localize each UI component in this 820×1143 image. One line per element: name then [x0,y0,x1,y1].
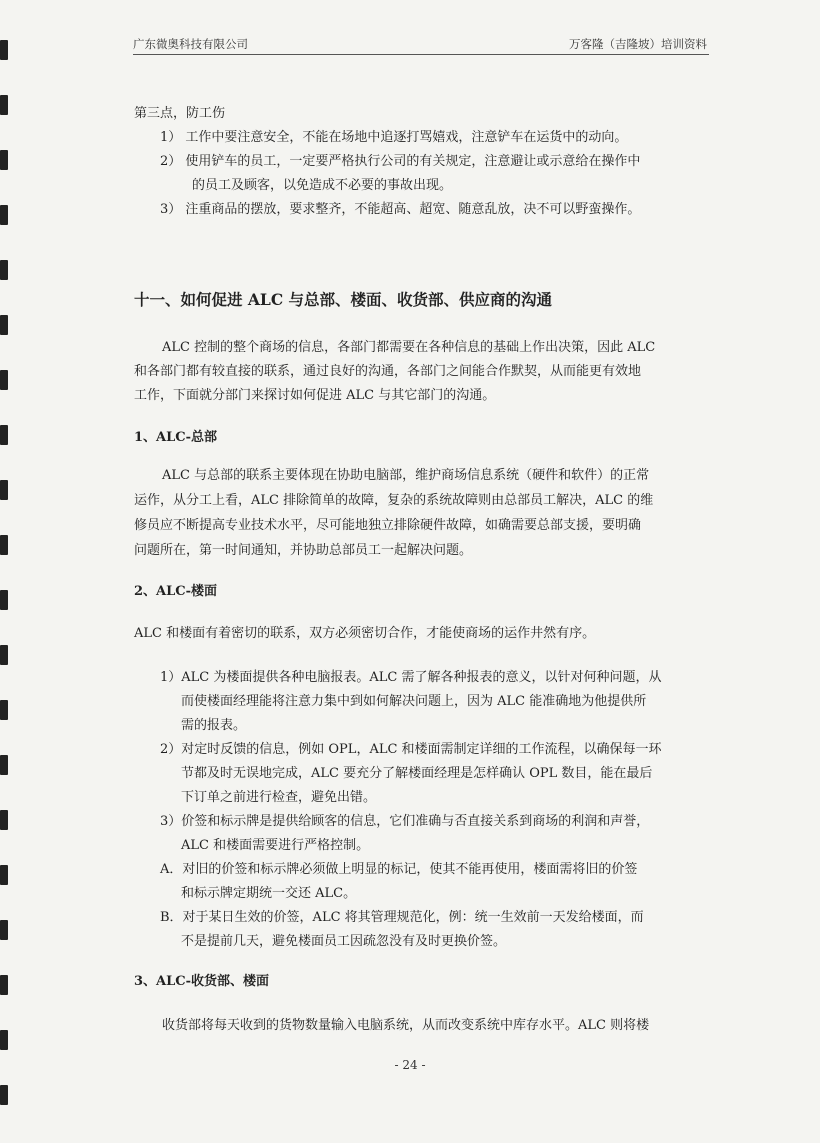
part2-itemA-line2: 和标示牌定期统一交还 ALC。 [181,886,357,901]
part2-itemA-line1: A．对旧的价签和标示牌必须做上明显的标记，使其不能再使用，楼面需将旧的价签 [160,862,638,877]
part3-line1: 收货部将每天收到的货物数量输入电脑系统，从而改变系统中库存水平。ALC 则将楼 [162,1018,650,1033]
part3-heading: 3、ALC-收货部、楼面 [134,974,270,989]
part2-item1-line3: 需的报表。 [181,718,247,733]
part1-line1: ALC 与总部的联系主要体现在协助电脑部，维护商场信息系统（硬件和软件）的正常 [162,468,650,483]
section3-title: 第三点，防工伤 [134,106,226,121]
part2-item2-line1: 2）对定时反馈的信息，例如 OPL，ALC 和楼面需制定详细的工作流程，以确保每一环 [160,742,662,757]
page-number: - 24 - [394,1058,426,1072]
part2-itemB-line1: B．对于某日生效的价签，ALC 将其管理规范化，例：统一生效前一天发给楼面，而 [160,910,644,925]
part2-item1-line2: 而使楼面经理能将注意力集中到如何解决问题上，因为 ALC 能准确地为他提供所 [181,694,647,709]
binding-holes [0,0,14,1143]
section3-item-2-line1: 2） 使用铲车的员工，一定要严格执行公司的有关规定，注意避让或示意给在操作中 [160,154,641,169]
chapter-intro-line2: 和各部门都有较直接的联系，通过良好的沟通，各部门之间能合作默契，从而能更有效地 [134,364,642,379]
section3-item-2-line2: 的员工及顾客，以免造成不必要的事故出现。 [192,178,453,193]
chapter-intro-line1: ALC 控制的整个商场的信息，各部门都需要在各种信息的基础上作出决策，因此 ALC [162,340,656,355]
part2-intro: ALC 和楼面有着密切的联系，双方必须密切合作，才能使商场的运作井然有序。 [134,626,596,641]
part2-item2-line3: 下订单之前进行检查，避免出错。 [181,790,377,805]
part1-line2: 运作，从分工上看，ALC 排除简单的故障，复杂的系统故障则由总部员工解决，ALC 的维 [134,493,654,508]
header-company: 广东微奥科技有限公司 [133,37,248,51]
part1-line4: 问题所在，第一时间通知，并协助总部员工一起解决问题。 [134,543,473,558]
part2-item3-line2: ALC 和楼面需要进行严格控制。 [181,838,370,853]
part2-item3-line1: 3）价签和标示牌是提供给顾客的信息，它们准确与否直接关系到商场的利润和声誉， [160,814,650,829]
header-doc-title: 万客隆（吉隆坡）培训资料 [569,37,707,51]
chapter-intro-line3: 工作，下面就分部门来探讨如何促进 ALC 与其它部门的沟通。 [134,388,496,403]
part2-item2-line2: 节都及时无误地完成，ALC 要充分了解楼面经理是怎样确认 OPL 数目，能在最后 [181,766,653,781]
part2-item1-line1: 1）ALC 为楼面提供各种电脑报表。ALC 需了解各种报表的意义，以针对何种问题，从 [160,670,662,685]
section3-item-3: 3） 注重商品的摆放，要求整齐，不能超高、超宽、随意乱放，决不可以野蛮操作。 [160,202,641,217]
part2-heading: 2、ALC-楼面 [134,584,218,599]
part1-heading: 1、ALC-总部 [134,430,218,445]
section3-item-1: 1） 工作中要注意安全，不能在场地中追逐打骂嬉戏，注意铲车在运货中的动向。 [160,130,628,145]
part1-line3: 修员应不断提高专业技术水平，尽可能地独立排除硬件故障，如确需要总部支援，要明确 [134,518,642,533]
chapter-heading: 十一、如何促进 ALC 与总部、楼面、收货部、供应商的沟通 [134,290,553,309]
part2-itemB-line2: 不是提前几天，避免楼面员工因疏忽没有及时更换价签。 [181,934,507,949]
page-header [133,34,709,55]
